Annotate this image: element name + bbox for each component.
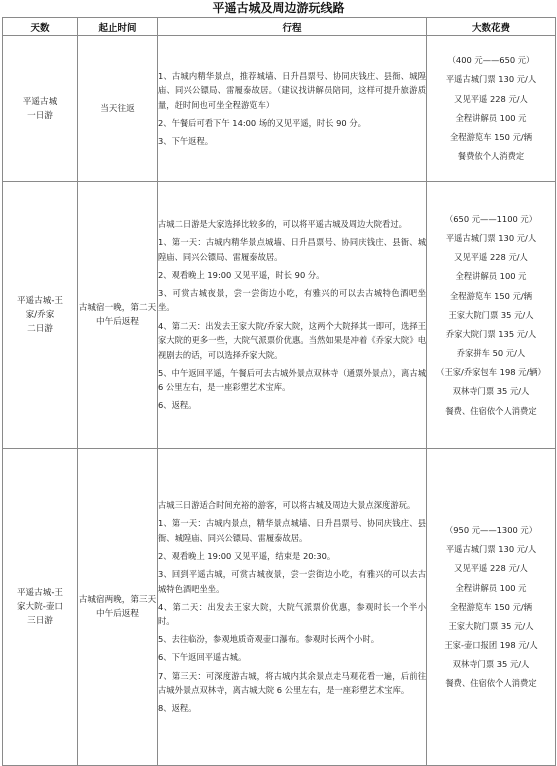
itinerary-line: 3、下午返程。 xyxy=(158,135,214,146)
row-itinerary xyxy=(158,36,427,182)
row-name-line: 平遥古城-王 xyxy=(16,588,64,598)
header-days: 天数 xyxy=(3,18,78,36)
row-itinerary xyxy=(158,449,427,766)
row-cost xyxy=(427,182,556,449)
row-name xyxy=(3,182,78,449)
cost-line: 又见平遥 228 元/人 xyxy=(454,563,528,574)
header-cost: 大数花费 xyxy=(427,18,556,36)
cost-line: 全程游览车 150 元/辆 xyxy=(450,290,532,301)
itinerary-line: 7、第三天：可深度游古城，将古城内其余景点走马观花看一遍，后前往古城外景点双林寺，离古城大院 6 公里左右，是一座彩塑艺术宝库。 xyxy=(158,670,426,696)
page-title: 平遥古城及周边游玩线路 xyxy=(212,1,345,15)
cost-line: 餐费、住宿依个人消费定 xyxy=(445,405,537,416)
cost-line: 双林寺门票 35 元/人 xyxy=(452,386,530,397)
itinerary-line: 1、古城内精华景点，推荐城墙、日升昌票号、协同庆钱庄、县衙、城隍庙、同兴公镖局、雷履泰故居。（建议找讲解员陪同，这样可提升旅游质量，赶时间也可坐全程游览车） xyxy=(158,70,426,110)
cost-line: 全程游览车 150 元/辆 xyxy=(450,131,532,142)
table-row xyxy=(3,449,556,766)
route-table xyxy=(2,17,556,766)
row-cost xyxy=(427,36,556,182)
itinerary-line: 5、中午返回平遥，午餐后可去古城外景点双林寺（通票外景点），离古城 6 公里左右，是一座彩塑艺术宝库。 xyxy=(158,367,426,393)
cost-line: 全程讲解员 100 元 xyxy=(455,271,527,282)
cost-line: 王家-壶口报团 198 元/人 xyxy=(444,640,538,651)
header-itinerary: 行程 xyxy=(158,18,427,36)
itinerary-line: 古城三日游适合时间充裕的游客，可以将古城及周边大景点深度游玩。 xyxy=(158,500,416,511)
row-time: 当天往返 xyxy=(78,36,158,182)
itinerary-line: 2、午餐后可看下午 14:00 场的又见平遥，时长 90 分。 xyxy=(158,117,366,128)
cost-line: 王家大院门票 35 元/人 xyxy=(448,309,534,320)
cost-line: 平遥古城门票 130 元/人 xyxy=(445,232,537,243)
cost-line: 平遥古城门票 130 元/人 xyxy=(445,74,537,85)
cost-line: 全程游览车 150 元/辆 xyxy=(450,601,532,612)
cost-line: （王家/乔家包车 198 元/辆） xyxy=(436,367,546,378)
row-name-line: 一日游 xyxy=(27,110,53,121)
row-time: 古城宿两晚，第三天中午后返程 xyxy=(78,449,158,766)
itinerary-line: 1、第一天：古城内景点，精华景点城墙、日升昌票号、协同庆钱庄、县衙、城隍庙、同兴公镖局、雷履泰故居。 xyxy=(158,518,426,543)
cost-line: 双林寺门票 35 元/人 xyxy=(452,659,530,670)
cost-line: 乔家拼车 50 元/人 xyxy=(456,348,526,359)
cost-line: （950 元——1300 元） xyxy=(444,524,537,535)
cost-line: 又见平遥 228 元/人 xyxy=(454,93,528,104)
cost-line: 餐费、住宿依个人消费定 xyxy=(445,678,537,689)
cost-line: 王家大院门票 35 元/人 xyxy=(448,620,534,631)
table-row xyxy=(3,182,556,449)
row-itinerary xyxy=(158,182,427,449)
itinerary-line: 1、第一天：古城内精华景点城墙、日升昌票号、协同庆钱庄、县衙、城隍庙、同兴公镖局、雷履泰故居。 xyxy=(158,237,426,262)
cost-line: 平遥古城门票 130 元/人 xyxy=(445,544,537,555)
cost-line: （400 元——650 元） xyxy=(447,55,535,66)
row-name-line: 平遥古城-王 xyxy=(16,296,64,306)
cost-line: 全程讲解员 100 元 xyxy=(455,582,527,593)
header-time: 起止时间 xyxy=(78,18,158,36)
itinerary-line: 2、观看晚上 19:00 又见平遥，时长 90 分。 xyxy=(158,269,325,280)
cost-line: 全程讲解员 100 元 xyxy=(455,112,527,123)
cost-line: 乔家大院门票 135 元/人 xyxy=(445,328,537,339)
row-name xyxy=(3,36,78,182)
cost-line: 又见平遥 228 元/人 xyxy=(454,252,528,263)
row-name-line: 二日游 xyxy=(27,324,53,334)
row-name-line: 平遥古城 xyxy=(22,96,58,107)
row-name-line: 三日游 xyxy=(27,616,53,626)
itinerary-line: 2、观看晚上 19:00 又见平遥，结束是 20:30。 xyxy=(158,550,336,561)
cost-line: （650 元——1100 元） xyxy=(444,213,537,224)
row-cost xyxy=(427,449,556,766)
table-row xyxy=(3,36,556,182)
itinerary-line: 6、返程。 xyxy=(158,400,197,411)
itinerary-line: 4、第二天：出发去王家大院/乔家大院，这两个大院择其一即可，选择王家大院的更多一些，大院气派票价优惠。当然如果是冲着《乔家大院》电视剧去的话，可以选择乔家大院。 xyxy=(158,320,426,360)
row-time: 古城宿一晚，第二天中午后返程 xyxy=(78,182,158,449)
row-name-line: 家/乔家 xyxy=(25,310,55,320)
row-name-line: 家大院-壶口 xyxy=(16,602,64,612)
cost-line: 餐费依个人消费定 xyxy=(457,151,525,162)
row-name xyxy=(3,449,78,766)
itinerary-line: 3、回到平遥古城，可赏古城夜景，尝一尝街边小吃，有雅兴的可以去古城特色酒吧坐坐。 xyxy=(158,569,426,594)
itinerary-line: 8、返程。 xyxy=(158,703,197,714)
itinerary-line: 4、第二天：出发去王家大院，大院气派票价优惠，参观时长一个半小时。 xyxy=(158,601,426,627)
itinerary-line: 6、下午返回平遥古城。 xyxy=(158,652,247,663)
itinerary-line: 古城二日游是大家选择比较多的，可以将平遥古城及周边大院看过。 xyxy=(158,218,407,229)
table-header-row xyxy=(3,18,556,36)
itinerary-line: 3、可赏古城夜景，尝一尝街边小吃，有雅兴的可以去古城特色酒吧坐坐。 xyxy=(158,287,426,313)
itinerary-line: 5、去往临汾，参观地质奇观壶口瀑布。参观时长两个小时。 xyxy=(158,634,379,645)
